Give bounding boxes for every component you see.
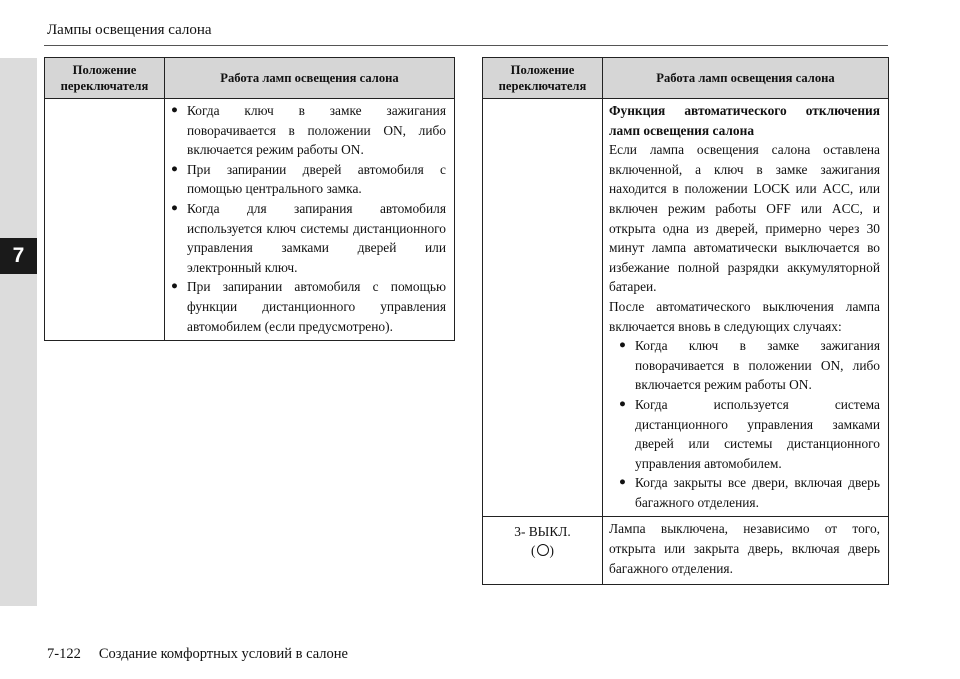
table-row — [483, 99, 889, 517]
table-row — [483, 517, 889, 585]
paren-open: ( — [531, 543, 536, 559]
bullet-list — [619, 336, 880, 512]
description-cell — [603, 99, 889, 517]
position-cell — [45, 99, 165, 341]
page-number: 7-122 — [47, 646, 81, 662]
list-item: ● При запирании дверей автомобиля с помощью центрального замка. — [171, 160, 446, 199]
bullet-list — [171, 101, 446, 336]
section-title: Создание комфортных условий в салоне — [98, 646, 348, 662]
position-label: 3- ВЫКЛ. — [514, 524, 571, 540]
paren-close: ) — [549, 543, 554, 559]
list-item: ● Когда используется система дистанционного управления замками дверей или системы дистанционного управления автомобилем. — [619, 395, 880, 473]
position-symbol — [485, 541, 600, 560]
list-item: ● Когда ключ в замке зажигания поворачивается в положении ON, либо включается режим работы ON. — [171, 101, 446, 160]
column-header-operation: Работа ламп освещения салона — [603, 58, 889, 99]
column-header-position: Положение переключателя — [483, 58, 603, 99]
list-item: ● При запирании автомобиля с помощью функции дистанционного управления автомобилем (если предусмотрено). — [171, 277, 446, 336]
list-item: ● Когда закрыты все двери, включая дверь багажного отделения. — [619, 473, 880, 512]
chapter-tab: 7 — [0, 238, 37, 274]
off-description: Лампа выключена, независимо от того, открыта или закрыта дверь, включая дверь багажного отделения. — [609, 521, 880, 576]
description-cell — [165, 99, 455, 341]
page-footer — [47, 646, 348, 663]
page-header-title: Лампы освещения салона — [47, 22, 212, 38]
list-item: ● Когда ключ в замке зажигания поворачивается в положении ON, либо включается режим работы ON. — [619, 336, 880, 395]
left-table — [44, 57, 455, 341]
auto-off-title: Функция автоматического отключения ламп освещения салона — [609, 103, 880, 138]
header-rule — [44, 45, 888, 46]
list-item: ● Когда для запирания автомобиля используется ключ системы дистанционного управления замками дверей или электронный ключ. — [171, 199, 446, 277]
table-header-row — [483, 58, 889, 99]
off-circle-icon — [537, 544, 549, 556]
description-cell — [603, 517, 889, 585]
reactivation-paragraph: После автоматического выключения лампа включается вновь в следующих случаях: — [609, 298, 880, 334]
position-cell — [483, 99, 603, 517]
auto-off-paragraph: Если лампа освещения салона оставлена включенной, а ключ в замке зажигания находится в положении LOCK или ACC, или включен режим работы OFF или ACC, и открыта одна из дверей, примерно через 30 минут лампа автоматически выключается во избежание полной разрядки аккумуляторной батареи. — [609, 142, 880, 295]
right-table — [482, 57, 889, 585]
column-header-position: Положение переключателя — [45, 58, 165, 99]
table-row — [45, 99, 455, 341]
side-strip — [0, 58, 37, 606]
table-header-row — [45, 58, 455, 99]
position-cell — [483, 517, 603, 585]
column-header-operation: Работа ламп освещения салона — [165, 58, 455, 99]
